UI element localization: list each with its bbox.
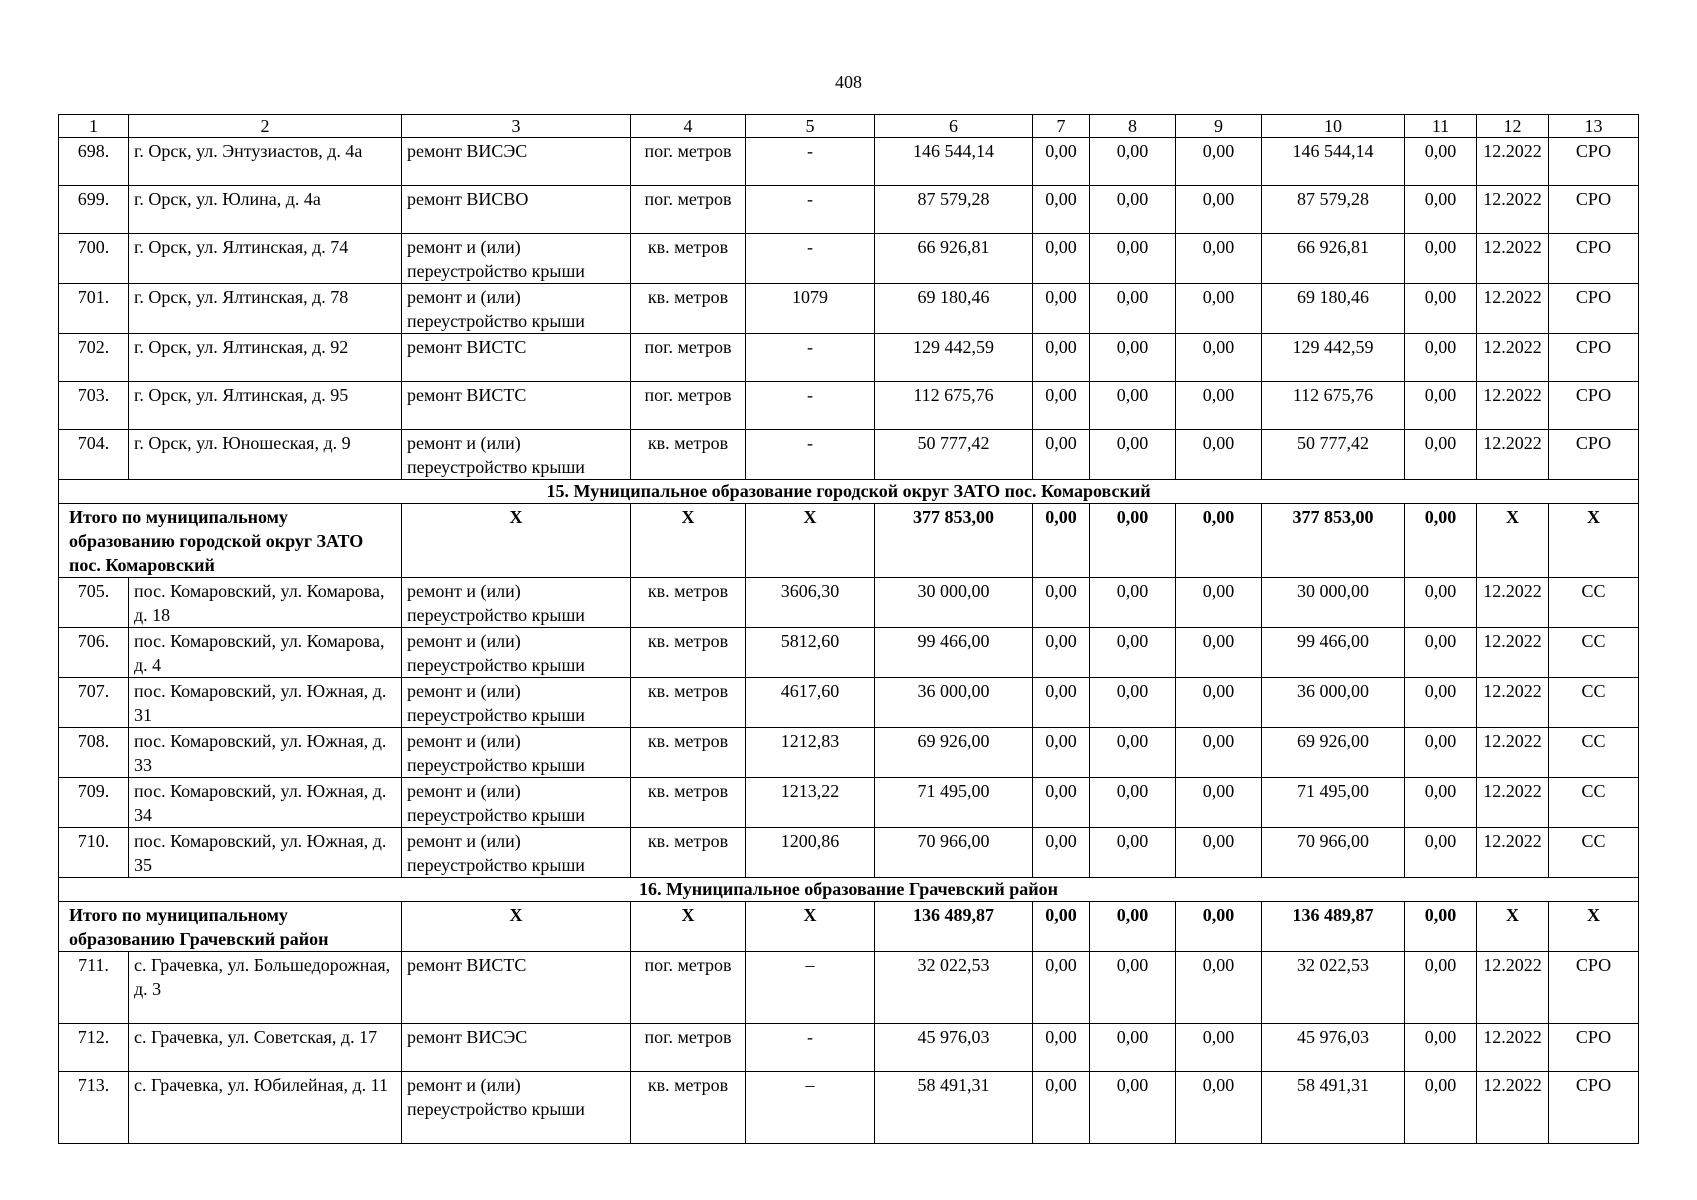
total-cost-cell: 50 777,42	[875, 430, 1033, 480]
unit-cell: пог. метров	[631, 186, 746, 234]
subtotal-cell: Х	[402, 504, 631, 578]
column-header: 3	[402, 115, 631, 138]
column-header: 7	[1033, 115, 1090, 138]
federal-funds-cell: 0,00	[1033, 382, 1090, 430]
completion-date-cell: 12.2022	[1477, 284, 1549, 334]
row-number: 701.	[59, 284, 129, 334]
funding-method-cell: СС	[1549, 828, 1639, 878]
table-row	[59, 828, 1639, 878]
work-type-cell: ремонт и (или) переустройство крыши	[402, 778, 631, 828]
total-cost-cell: 58 491,31	[875, 1072, 1033, 1144]
address-cell: пос. Комаровский, ул. Южная, д. 33	[129, 728, 402, 778]
total-cost-cell: 66 926,81	[875, 234, 1033, 284]
owner-funds-cell: 66 926,81	[1262, 234, 1405, 284]
subtotal-cell: Х	[1549, 902, 1639, 952]
capital-repair-table	[58, 114, 1639, 1144]
column-header: 5	[746, 115, 875, 138]
regional-funds-cell: 0,00	[1090, 234, 1176, 284]
federal-funds-cell: 0,00	[1033, 828, 1090, 878]
subtotal-cell: Х	[631, 902, 746, 952]
regional-funds-cell: 0,00	[1090, 778, 1176, 828]
local-funds-cell: 0,00	[1176, 678, 1262, 728]
owner-funds-cell: 71 495,00	[1262, 778, 1405, 828]
work-type-cell: ремонт ВИСВО	[402, 186, 631, 234]
row-number: 700.	[59, 234, 129, 284]
section-heading-row	[59, 480, 1639, 504]
owner-funds-cell: 146 544,14	[1262, 138, 1405, 186]
area-cell: 5812,60	[746, 628, 875, 678]
address-cell: пос. Комаровский, ул. Южная, д. 34	[129, 778, 402, 828]
local-funds-cell: 0,00	[1176, 138, 1262, 186]
address-cell: пос. Комаровский, ул. Комарова, д. 18	[129, 578, 402, 628]
completion-date-cell: 12.2022	[1477, 628, 1549, 678]
completion-date-cell: 12.2022	[1477, 952, 1549, 1024]
area-cell: -	[746, 138, 875, 186]
table-row	[59, 430, 1639, 480]
other-funds-cell: 0,00	[1405, 138, 1477, 186]
local-funds-cell: 0,00	[1176, 952, 1262, 1024]
owner-funds-cell: 50 777,42	[1262, 430, 1405, 480]
area-cell: -	[746, 234, 875, 284]
federal-funds-cell: 0,00	[1033, 952, 1090, 1024]
table-row	[59, 234, 1639, 284]
total-cost-cell: 69 180,46	[875, 284, 1033, 334]
other-funds-cell: 0,00	[1405, 952, 1477, 1024]
regional-funds-cell: 0,00	[1090, 1072, 1176, 1144]
row-number: 710.	[59, 828, 129, 878]
unit-cell: кв. метров	[631, 728, 746, 778]
subtotal-cell: 0,00	[1405, 504, 1477, 578]
row-number: 703.	[59, 382, 129, 430]
regional-funds-cell: 0,00	[1090, 284, 1176, 334]
address-cell: г. Орск, ул. Юношеская, д. 9	[129, 430, 402, 480]
page-number: 408	[835, 72, 862, 92]
regional-funds-cell: 0,00	[1090, 578, 1176, 628]
table-row	[59, 382, 1639, 430]
work-type-cell: ремонт и (или) переустройство крыши	[402, 728, 631, 778]
owner-funds-cell: 45 976,03	[1262, 1024, 1405, 1072]
table-row	[59, 284, 1639, 334]
row-number: 712.	[59, 1024, 129, 1072]
other-funds-cell: 0,00	[1405, 678, 1477, 728]
other-funds-cell: 0,00	[1405, 628, 1477, 678]
work-type-cell: ремонт и (или) переустройство крыши	[402, 234, 631, 284]
work-type-cell: ремонт и (или) переустройство крыши	[402, 678, 631, 728]
table-row	[59, 1024, 1639, 1072]
subtotal-total-cell: 377 853,00	[875, 504, 1033, 578]
column-header: 11	[1405, 115, 1477, 138]
unit-cell: пог. метров	[631, 138, 746, 186]
federal-funds-cell: 0,00	[1033, 138, 1090, 186]
other-funds-cell: 0,00	[1405, 578, 1477, 628]
regional-funds-cell: 0,00	[1090, 678, 1176, 728]
other-funds-cell: 0,00	[1405, 284, 1477, 334]
other-funds-cell: 0,00	[1405, 828, 1477, 878]
column-header: 2	[129, 115, 402, 138]
local-funds-cell: 0,00	[1176, 382, 1262, 430]
unit-cell: кв. метров	[631, 678, 746, 728]
table-row	[59, 578, 1639, 628]
work-type-cell: ремонт и (или) переустройство крыши	[402, 430, 631, 480]
address-cell: пос. Комаровский, ул. Южная, д. 31	[129, 678, 402, 728]
total-cost-cell: 69 926,00	[875, 728, 1033, 778]
area-cell: –	[746, 952, 875, 1024]
area-cell: -	[746, 382, 875, 430]
area-cell: -	[746, 1024, 875, 1072]
row-number: 706.	[59, 628, 129, 678]
local-funds-cell: 0,00	[1176, 186, 1262, 234]
address-cell: г. Орск, ул. Ялтинская, д. 92	[129, 334, 402, 382]
subtotal-row	[59, 902, 1639, 952]
unit-cell: кв. метров	[631, 628, 746, 678]
local-funds-cell: 0,00	[1176, 334, 1262, 382]
owner-funds-cell: 36 000,00	[1262, 678, 1405, 728]
completion-date-cell: 12.2022	[1477, 778, 1549, 828]
owner-funds-cell: 32 022,53	[1262, 952, 1405, 1024]
total-cost-cell: 87 579,28	[875, 186, 1033, 234]
owner-funds-cell: 69 180,46	[1262, 284, 1405, 334]
local-funds-cell: 0,00	[1176, 284, 1262, 334]
work-type-cell: ремонт ВИСТС	[402, 334, 631, 382]
regional-funds-cell: 0,00	[1090, 186, 1176, 234]
section-title: 15. Муниципальное образование городской округ ЗАТО пос. Комаровский	[59, 480, 1639, 504]
federal-funds-cell: 0,00	[1033, 1072, 1090, 1144]
row-number: 705.	[59, 578, 129, 628]
completion-date-cell: 12.2022	[1477, 1072, 1549, 1144]
work-type-cell: ремонт ВИСЭС	[402, 138, 631, 186]
total-cost-cell: 71 495,00	[875, 778, 1033, 828]
column-header: 10	[1262, 115, 1405, 138]
unit-cell: кв. метров	[631, 284, 746, 334]
completion-date-cell: 12.2022	[1477, 382, 1549, 430]
column-header: 1	[59, 115, 129, 138]
federal-funds-cell: 0,00	[1033, 628, 1090, 678]
section-heading-row	[59, 878, 1639, 902]
section-title: 16. Муниципальное образование Грачевский район	[59, 878, 1639, 902]
unit-cell: кв. метров	[631, 430, 746, 480]
other-funds-cell: 0,00	[1405, 430, 1477, 480]
total-cost-cell: 36 000,00	[875, 678, 1033, 728]
column-header: 9	[1176, 115, 1262, 138]
address-cell: г. Орск, ул. Ялтинская, д. 74	[129, 234, 402, 284]
column-number-row	[59, 115, 1639, 138]
table-row	[59, 334, 1639, 382]
federal-funds-cell: 0,00	[1033, 430, 1090, 480]
work-type-cell: ремонт и (или) переустройство крыши	[402, 628, 631, 678]
funding-method-cell: СРО	[1549, 430, 1639, 480]
subtotal-cell: Х	[631, 504, 746, 578]
unit-cell: пог. метров	[631, 334, 746, 382]
subtotal-total-cell: 136 489,87	[875, 902, 1033, 952]
subtotal-label: Итого по муниципальному образованию Грачевский район	[59, 902, 402, 952]
local-funds-cell: 0,00	[1176, 728, 1262, 778]
owner-funds-cell: 129 442,59	[1262, 334, 1405, 382]
work-type-cell: ремонт ВИСТС	[402, 952, 631, 1024]
owner-funds-cell: 69 926,00	[1262, 728, 1405, 778]
federal-funds-cell: 0,00	[1033, 186, 1090, 234]
unit-cell: пог. метров	[631, 952, 746, 1024]
federal-funds-cell: 0,00	[1033, 284, 1090, 334]
other-funds-cell: 0,00	[1405, 334, 1477, 382]
column-header: 13	[1549, 115, 1639, 138]
row-number: 711.	[59, 952, 129, 1024]
funding-method-cell: СРО	[1549, 334, 1639, 382]
local-funds-cell: 0,00	[1176, 828, 1262, 878]
row-number: 713.	[59, 1072, 129, 1144]
other-funds-cell: 0,00	[1405, 1024, 1477, 1072]
funding-method-cell: СС	[1549, 778, 1639, 828]
total-cost-cell: 70 966,00	[875, 828, 1033, 878]
other-funds-cell: 0,00	[1405, 382, 1477, 430]
federal-funds-cell: 0,00	[1033, 578, 1090, 628]
completion-date-cell: 12.2022	[1477, 828, 1549, 878]
other-funds-cell: 0,00	[1405, 1072, 1477, 1144]
total-cost-cell: 32 022,53	[875, 952, 1033, 1024]
federal-funds-cell: 0,00	[1033, 1024, 1090, 1072]
row-number: 698.	[59, 138, 129, 186]
table-row	[59, 1072, 1639, 1144]
row-number: 708.	[59, 728, 129, 778]
table-row	[59, 678, 1639, 728]
owner-funds-cell: 99 466,00	[1262, 628, 1405, 678]
table-row	[59, 728, 1639, 778]
subtotal-label: Итого по муниципальному образованию городской округ ЗАТО пос. Комаровский	[59, 504, 402, 578]
funding-method-cell: СРО	[1549, 952, 1639, 1024]
table-row	[59, 628, 1639, 678]
local-funds-cell: 0,00	[1176, 1024, 1262, 1072]
local-funds-cell: 0,00	[1176, 778, 1262, 828]
area-cell: 3606,30	[746, 578, 875, 628]
work-type-cell: ремонт и (или) переустройство крыши	[402, 284, 631, 334]
subtotal-cell: 0,00	[1176, 504, 1262, 578]
owner-funds-cell: 70 966,00	[1262, 828, 1405, 878]
unit-cell: кв. метров	[631, 828, 746, 878]
federal-funds-cell: 0,00	[1033, 678, 1090, 728]
funding-method-cell: СРО	[1549, 284, 1639, 334]
completion-date-cell: 12.2022	[1477, 430, 1549, 480]
local-funds-cell: 0,00	[1176, 234, 1262, 284]
subtotal-owner-cell: 377 853,00	[1262, 504, 1405, 578]
subtotal-cell: Х	[1477, 504, 1549, 578]
unit-cell: кв. метров	[631, 234, 746, 284]
address-cell: г. Орск, ул. Ялтинская, д. 95	[129, 382, 402, 430]
regional-funds-cell: 0,00	[1090, 138, 1176, 186]
address-cell: с. Грачевка, ул. Большедорожная, д. 3	[129, 952, 402, 1024]
funding-method-cell: СРО	[1549, 234, 1639, 284]
table-row	[59, 778, 1639, 828]
total-cost-cell: 112 675,76	[875, 382, 1033, 430]
column-header: 6	[875, 115, 1033, 138]
regional-funds-cell: 0,00	[1090, 628, 1176, 678]
regional-funds-cell: 0,00	[1090, 1024, 1176, 1072]
work-type-cell: ремонт и (или) переустройство крыши	[402, 1072, 631, 1144]
subtotal-cell: 0,00	[1405, 902, 1477, 952]
subtotal-cell: Х	[402, 902, 631, 952]
subtotal-cell: Х	[746, 902, 875, 952]
regional-funds-cell: 0,00	[1090, 334, 1176, 382]
work-type-cell: ремонт ВИСЭС	[402, 1024, 631, 1072]
federal-funds-cell: 0,00	[1033, 234, 1090, 284]
subtotal-cell: 0,00	[1176, 902, 1262, 952]
funding-method-cell: СРО	[1549, 1072, 1639, 1144]
address-cell: г. Орск, ул. Ялтинская, д. 78	[129, 284, 402, 334]
total-cost-cell: 146 544,14	[875, 138, 1033, 186]
address-cell: пос. Комаровский, ул. Комарова, д. 4	[129, 628, 402, 678]
funding-method-cell: СРО	[1549, 138, 1639, 186]
completion-date-cell: 12.2022	[1477, 234, 1549, 284]
unit-cell: пог. метров	[631, 382, 746, 430]
table-row	[59, 138, 1639, 186]
subtotal-owner-cell: 136 489,87	[1262, 902, 1405, 952]
column-header: 8	[1090, 115, 1176, 138]
subtotal-cell: 0,00	[1033, 902, 1090, 952]
area-cell: 1213,22	[746, 778, 875, 828]
funding-method-cell: СС	[1549, 628, 1639, 678]
completion-date-cell: 12.2022	[1477, 728, 1549, 778]
row-number: 699.	[59, 186, 129, 234]
local-funds-cell: 0,00	[1176, 430, 1262, 480]
federal-funds-cell: 0,00	[1033, 778, 1090, 828]
completion-date-cell: 12.2022	[1477, 678, 1549, 728]
completion-date-cell: 12.2022	[1477, 334, 1549, 382]
total-cost-cell: 99 466,00	[875, 628, 1033, 678]
funding-method-cell: СС	[1549, 728, 1639, 778]
subtotal-row	[59, 504, 1639, 578]
federal-funds-cell: 0,00	[1033, 334, 1090, 382]
work-type-cell: ремонт ВИСТС	[402, 382, 631, 430]
other-funds-cell: 0,00	[1405, 186, 1477, 234]
owner-funds-cell: 58 491,31	[1262, 1072, 1405, 1144]
unit-cell: кв. метров	[631, 578, 746, 628]
owner-funds-cell: 30 000,00	[1262, 578, 1405, 628]
total-cost-cell: 129 442,59	[875, 334, 1033, 382]
work-type-cell: ремонт и (или) переустройство крыши	[402, 828, 631, 878]
unit-cell: кв. метров	[631, 1072, 746, 1144]
area-cell: -	[746, 186, 875, 234]
address-cell: с. Грачевка, ул. Юбилейная, д. 11	[129, 1072, 402, 1144]
local-funds-cell: 0,00	[1176, 578, 1262, 628]
local-funds-cell: 0,00	[1176, 628, 1262, 678]
area-cell: 1212,83	[746, 728, 875, 778]
address-cell: с. Грачевка, ул. Советская, д. 17	[129, 1024, 402, 1072]
funding-method-cell: СРО	[1549, 186, 1639, 234]
funding-method-cell: СС	[1549, 578, 1639, 628]
row-number: 707.	[59, 678, 129, 728]
subtotal-cell: Х	[746, 504, 875, 578]
address-cell: пос. Комаровский, ул. Южная, д. 35	[129, 828, 402, 878]
unit-cell: кв. метров	[631, 778, 746, 828]
regional-funds-cell: 0,00	[1090, 728, 1176, 778]
regional-funds-cell: 0,00	[1090, 952, 1176, 1024]
row-number: 704.	[59, 430, 129, 480]
owner-funds-cell: 112 675,76	[1262, 382, 1405, 430]
owner-funds-cell: 87 579,28	[1262, 186, 1405, 234]
total-cost-cell: 45 976,03	[875, 1024, 1033, 1072]
regional-funds-cell: 0,00	[1090, 828, 1176, 878]
table-row	[59, 186, 1639, 234]
area-cell: 4617,60	[746, 678, 875, 728]
subtotal-cell: Х	[1477, 902, 1549, 952]
column-header: 12	[1477, 115, 1549, 138]
area-cell: 1200,86	[746, 828, 875, 878]
federal-funds-cell: 0,00	[1033, 728, 1090, 778]
subtotal-cell: 0,00	[1090, 902, 1176, 952]
completion-date-cell: 12.2022	[1477, 578, 1549, 628]
regional-funds-cell: 0,00	[1090, 382, 1176, 430]
other-funds-cell: 0,00	[1405, 234, 1477, 284]
area-cell: 1079	[746, 284, 875, 334]
address-cell: г. Орск, ул. Юлина, д. 4а	[129, 186, 402, 234]
funding-method-cell: СРО	[1549, 1024, 1639, 1072]
area-cell: -	[746, 430, 875, 480]
completion-date-cell: 12.2022	[1477, 138, 1549, 186]
regional-funds-cell: 0,00	[1090, 430, 1176, 480]
subtotal-cell: 0,00	[1090, 504, 1176, 578]
other-funds-cell: 0,00	[1405, 728, 1477, 778]
total-cost-cell: 30 000,00	[875, 578, 1033, 628]
completion-date-cell: 12.2022	[1477, 1024, 1549, 1072]
unit-cell: пог. метров	[631, 1024, 746, 1072]
address-cell: г. Орск, ул. Энтузиастов, д. 4а	[129, 138, 402, 186]
subtotal-cell: 0,00	[1033, 504, 1090, 578]
funding-method-cell: СС	[1549, 678, 1639, 728]
row-number: 702.	[59, 334, 129, 382]
column-header: 4	[631, 115, 746, 138]
table-row	[59, 952, 1639, 1024]
local-funds-cell: 0,00	[1176, 1072, 1262, 1144]
area-cell: -	[746, 334, 875, 382]
work-type-cell: ремонт и (или) переустройство крыши	[402, 578, 631, 628]
other-funds-cell: 0,00	[1405, 778, 1477, 828]
area-cell: –	[746, 1072, 875, 1144]
funding-method-cell: СРО	[1549, 382, 1639, 430]
subtotal-cell: Х	[1549, 504, 1639, 578]
row-number: 709.	[59, 778, 129, 828]
completion-date-cell: 12.2022	[1477, 186, 1549, 234]
